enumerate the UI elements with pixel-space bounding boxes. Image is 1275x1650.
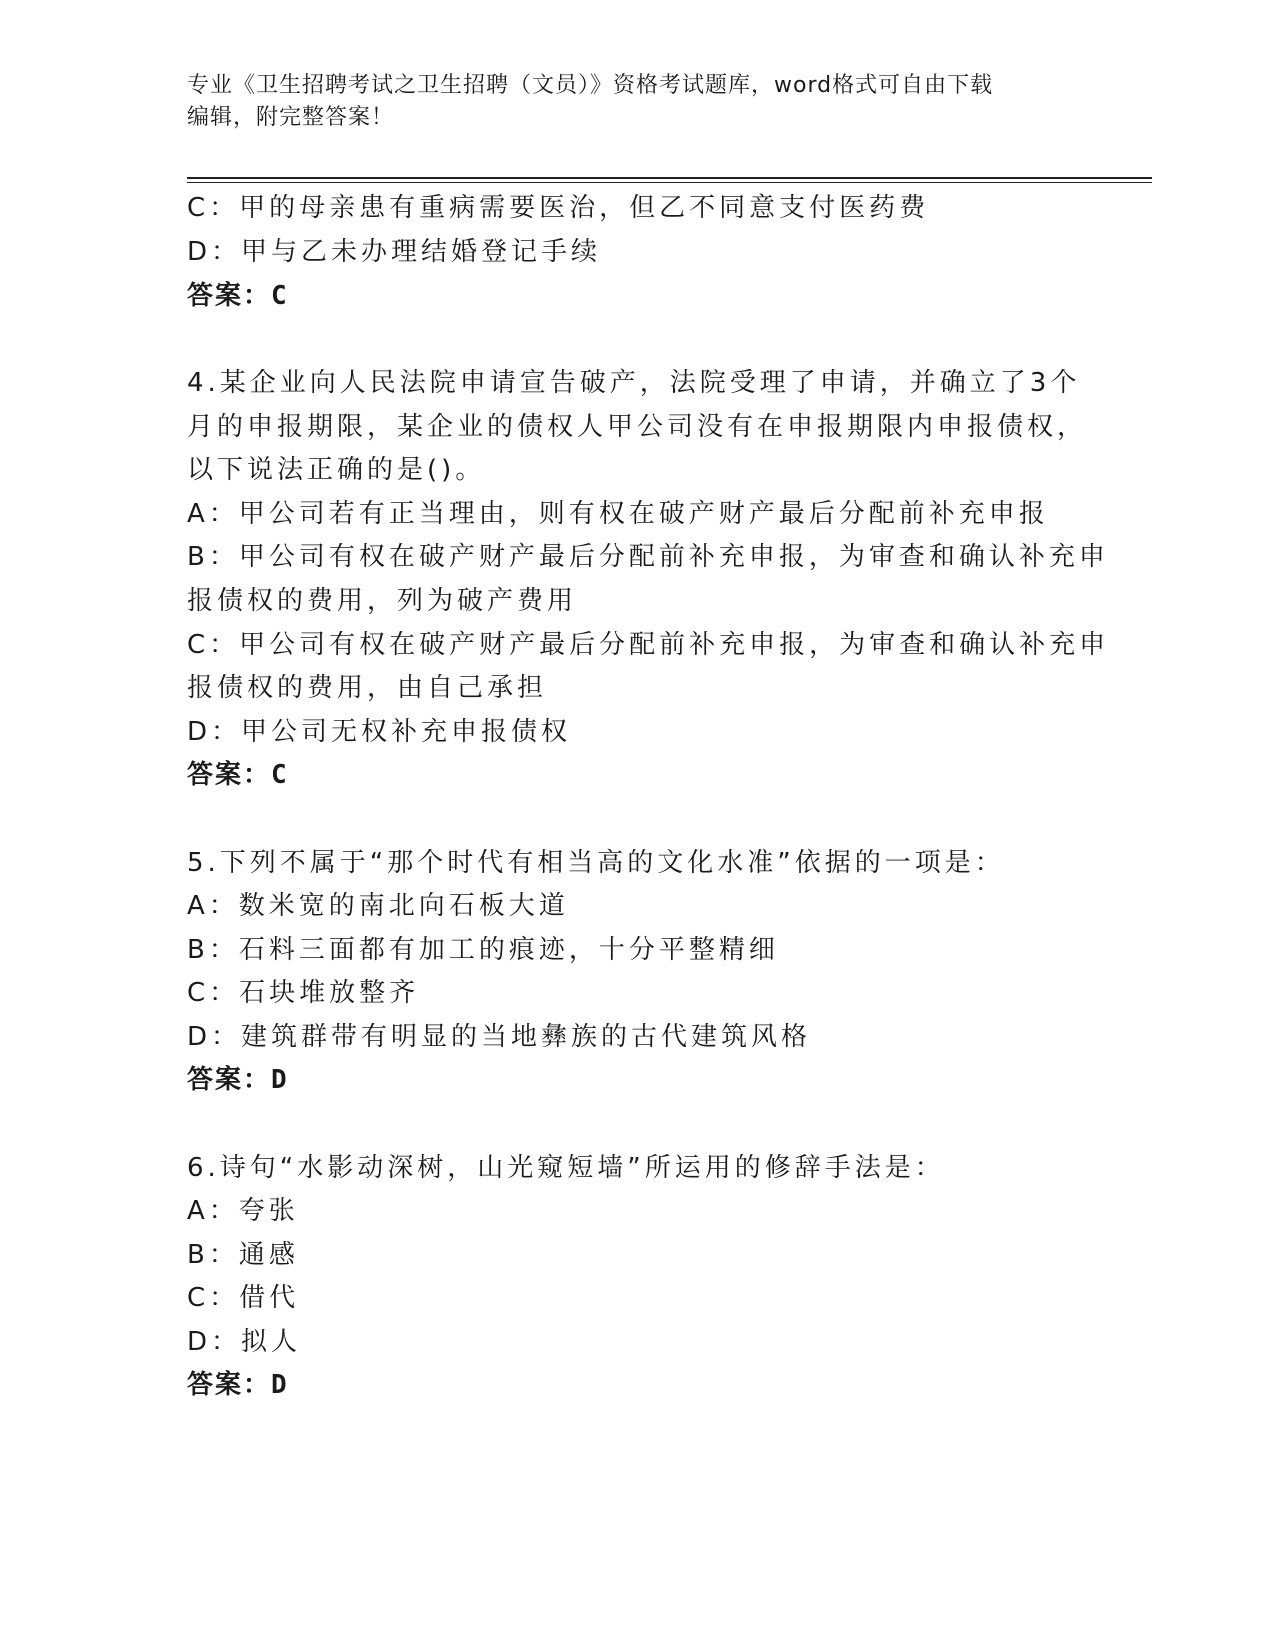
answer-value: D: [271, 1370, 287, 1400]
q4-stem-line-3: 以下说法正确的是()。: [187, 455, 486, 485]
answer-value: C: [271, 760, 287, 790]
q3-option-c: C：甲的母亲患有重病需要医治，但乙不同意支付医药费: [187, 193, 930, 223]
q4-option-a: A：甲公司若有正当理由，则有权在破产财产最后分配前补充申报: [187, 499, 1049, 529]
q4-stem-line-2: 月的申报期限，某企业的债权人甲公司没有在申报期限内申报债权，: [187, 412, 1088, 442]
header-line-2: 编辑，附完整答案！: [187, 105, 395, 130]
q4-answer: [187, 758, 287, 792]
answer-value: D: [271, 1065, 287, 1095]
q5-stem: 5.下列不属于“那个时代有相当高的文化水准”依据的一项是：: [187, 848, 1005, 878]
header-divider-thin: [187, 182, 1152, 183]
q5-answer: [187, 1063, 287, 1097]
q6-answer: [187, 1368, 287, 1402]
answer-label: 答案：: [187, 760, 272, 790]
q4-option-b-line-2: 报债权的费用，列为破产费用: [187, 586, 578, 616]
q6-stem: 6.诗句“水影动深树，山光窥短墙”所运用的修辞手法是：: [187, 1153, 945, 1183]
answer-label: 答案：: [187, 281, 272, 311]
q4-option-c-line-2: 报债权的费用，由自己承担: [187, 673, 548, 703]
q6-option-a: A：夸张: [187, 1196, 299, 1226]
answer-label: 答案：: [187, 1370, 272, 1400]
q4-option-b-line-1: B：甲公司有权在破产财产最后分配前补充申报，为审查和确认补充申: [187, 542, 1109, 572]
q6-option-d: D：拟人: [187, 1327, 302, 1357]
q4-option-d: D：甲公司无权补充申报债权: [187, 717, 572, 747]
q5-option-c: C：石块堆放整齐: [187, 978, 420, 1008]
q4-stem-line-1: 4.某企业向人民法院申请宣告破产，法院受理了申请，并确立了3个: [187, 368, 1081, 398]
answer-label: 答案：: [187, 1065, 272, 1095]
q6-option-b: B：通感: [187, 1240, 299, 1270]
header-line-1: 专业《卫生招聘考试之卫生招聘（文员）》资格考试题库，word格式可自由下载: [187, 73, 994, 98]
header-divider: [187, 177, 1152, 179]
answer-value: C: [271, 281, 287, 311]
q3-option-d: D：甲与乙未办理结婚登记手续: [187, 237, 602, 267]
q5-option-b: B：石料三面都有加工的痕迹，十分平整精细: [187, 935, 779, 965]
q5-option-a: A：数米宽的南北向石板大道: [187, 891, 569, 921]
q5-option-d: D：建筑群带有明显的当地彝族的古代建筑风格: [187, 1022, 812, 1052]
q3-answer: [187, 279, 287, 313]
document-header: [187, 70, 1087, 134]
q6-option-c: C：借代: [187, 1283, 300, 1313]
q4-option-c-line-1: C：甲公司有权在破产财产最后分配前补充申报，为审查和确认补充申: [187, 630, 1110, 660]
